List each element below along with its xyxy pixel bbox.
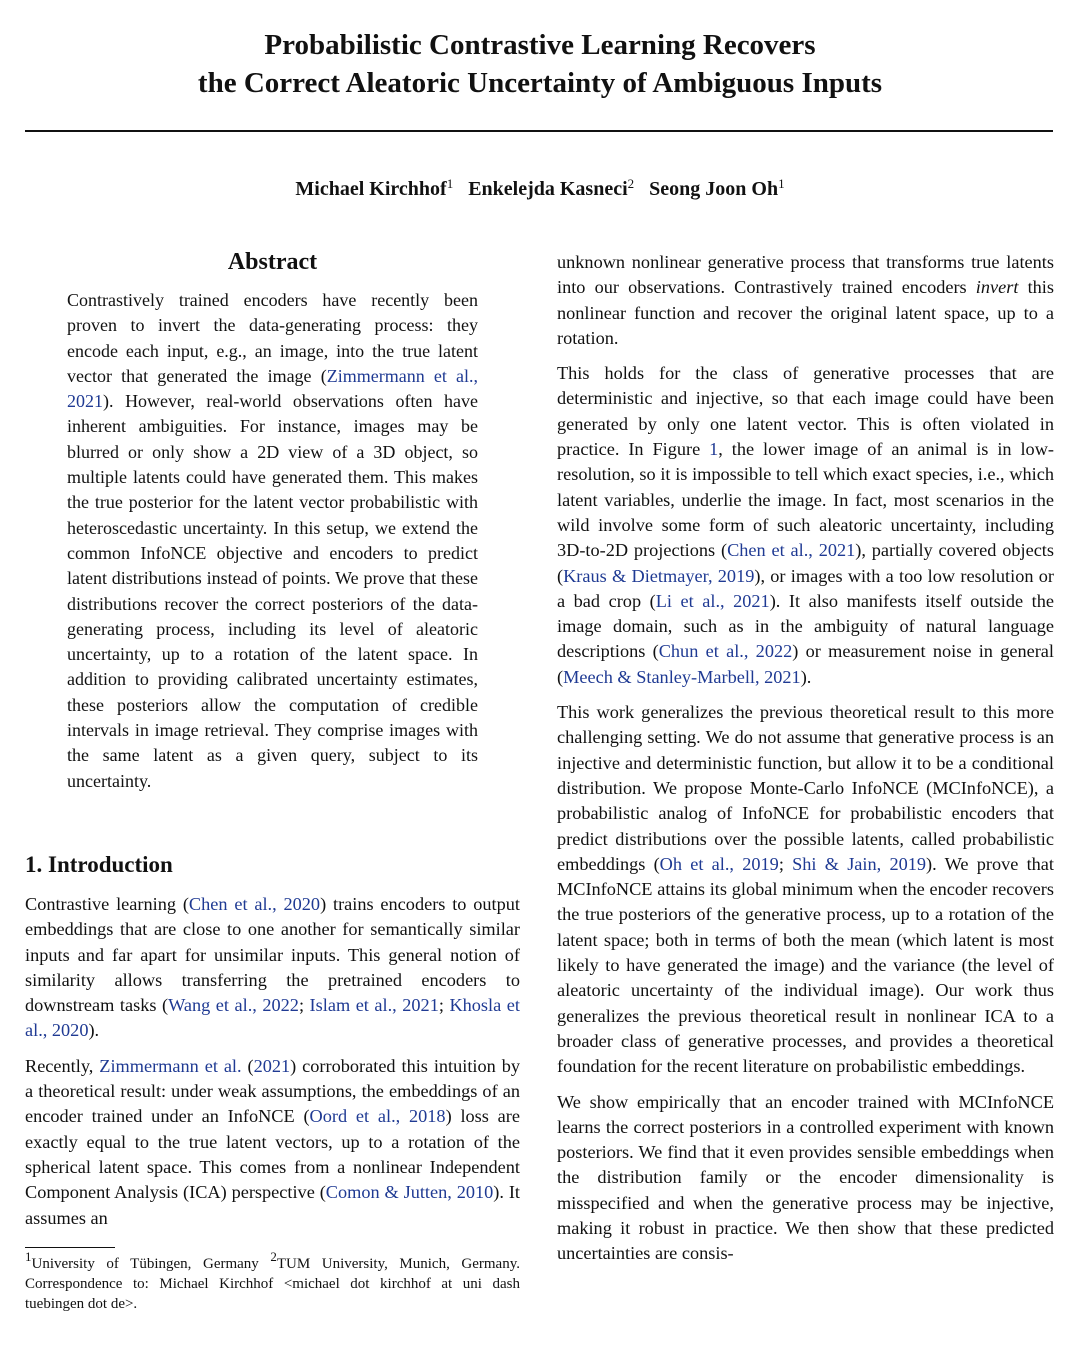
text-run: ). We prove that MCInfoNCE attains its global minimum when the encoder recovers the true posteriors of the generative process, up to a rotation of the latent space; both in terms of both the mean (which latent is most likely to have generated the image) and the variance (the level of aleatoric uncertainty of the individual image). Our work thus generalizes the previous theoretical result in nonlinear ICA to a broader class of generative processes, and provides a theoretical foundation for the recent literature on probabilistic embeddings. bbox=[557, 853, 1054, 1077]
author-3 bbox=[649, 178, 784, 200]
text-run: ). bbox=[800, 666, 812, 687]
footnote-divider bbox=[25, 1247, 115, 1248]
text-run: ). It assumes an bbox=[25, 1182, 520, 1228]
citation-link[interactable]: Oh et al., 2019 bbox=[659, 853, 779, 874]
title-line-1: Probabilistic Contrastive Learning Recovers bbox=[264, 29, 816, 61]
intro-paragraph-2 bbox=[25, 1054, 520, 1231]
text-run: ), partially covered objects ( bbox=[557, 540, 1055, 586]
author-name: Enkelejda Kasneci bbox=[468, 178, 628, 200]
text-run: TUM University, Munich, Germany. Correspondence to: Michael Kirchhof <michael dot kirchhof at uni dash tuebingen dot de>. bbox=[25, 1255, 520, 1312]
citation-link[interactable]: Meech & Stanley-Marbell, 2021 bbox=[563, 666, 801, 687]
intro-paragraph-6: We show empirically that an encoder trained with MCInfoNCE learns the correct posteriors in a controlled experiment with known posteriors. We find that it even provides sensible embeddings when the distribution family or the encoder dimensionality is misspecified and when the generative process may be injective, making it robust in practice. We then show that these predicted uncertainties are consis- bbox=[557, 1091, 1054, 1264]
intro-paragraph-5 bbox=[557, 700, 1054, 1079]
author-list bbox=[0, 176, 1080, 202]
text-run: ; bbox=[438, 995, 450, 1016]
text-run: This holds for the class of generative processes that are deterministic and injective, so that each image could have been generated by only one latent vector. This is often violated in practice. In Figure bbox=[557, 363, 1054, 460]
text-run: ). bbox=[88, 1020, 100, 1041]
text-run: ; bbox=[298, 995, 310, 1016]
paper-title bbox=[0, 26, 1080, 102]
citation-link[interactable]: Kraus & Dietmayer, 2019 bbox=[563, 565, 755, 586]
author-2 bbox=[468, 178, 634, 200]
title-line-2: the Correct Aleatoric Uncertainty of Ambiguous Inputs bbox=[197, 67, 883, 99]
citation-link[interactable]: Li et al., 2021 bbox=[655, 590, 770, 611]
author-affiliation: 2 bbox=[627, 176, 635, 191]
footnote-marker: 2 bbox=[270, 1248, 277, 1264]
citation-link[interactable]: Khosla et al., 2020 bbox=[25, 995, 520, 1041]
text-run: ). However, real-world observations often have inherent ambiguities. For instance, images may be blurred or only show a 2D view of a 3D object, so multiple latents could have generated them. This makes the true posterior for the latent vector probabilistic with heteroscedastic uncertainty. In this setup, we extend the common InfoNCE objective and encoders to predict latent distributions instead of points. We prove that these distributions recover the correct posteriors of the data-generating process, including its level of aleatoric uncertainty, up to a rotation of the latent space. In addition to providing calibrated uncertainty estimates, these posteriors allow the computation of credible intervals in image retrieval. They comprise images with the same latent as a given query, subject to its uncertainty. bbox=[67, 391, 478, 791]
text-run: University of Tübingen, Germany bbox=[31, 1255, 271, 1272]
citation-link[interactable]: 2021 bbox=[253, 1055, 291, 1076]
author-affiliation: 1 bbox=[446, 176, 454, 191]
text-run: ( bbox=[241, 1055, 254, 1076]
citation-link[interactable]: Chen et al., 2020 bbox=[188, 893, 321, 914]
author-1 bbox=[295, 178, 453, 200]
abstract-text bbox=[67, 288, 478, 794]
text-run: Recently, bbox=[25, 1055, 100, 1076]
text-run: this nonlinear function and recover the original latent space, up to a rotation. bbox=[557, 277, 1054, 348]
citation-link[interactable]: Comon & Jutten, 2010 bbox=[325, 1182, 494, 1203]
author-name: Seong Joon Oh bbox=[649, 178, 779, 200]
text-run: ) or measurement noise in general ( bbox=[557, 641, 1054, 687]
author-name: Michael Kirchhof bbox=[295, 178, 447, 200]
intro-paragraph-3 bbox=[557, 250, 1054, 351]
citation-link[interactable]: Zimmermann et al. bbox=[99, 1055, 242, 1076]
text-run: ; bbox=[778, 853, 793, 874]
footnote-marker: 1 bbox=[25, 1248, 32, 1264]
left-column bbox=[25, 246, 520, 1314]
text-run: Contrastively trained encoders have recently been proven to invert the data-generating process: they encode each input, e.g., an image, into the true latent vector that generated the image ( bbox=[67, 290, 478, 386]
title-divider bbox=[25, 130, 1053, 132]
figure-reference-link[interactable]: 1 bbox=[709, 439, 719, 460]
text-run: This work generalizes the previous theoretical result to this more challenging setting. We do not assume that generative process is an injective and deterministic function, but allow it to be a conditional distribution. We propose Monte-Carlo InfoNCE (MCInfoNCE), a probabilistic analog of InfoNCE for probabilistic encoders that predict distributions over the possible latents, called probabilistic embeddings ( bbox=[557, 702, 1054, 874]
text-run: ), or images with a too low resolution or a bad crop ( bbox=[557, 565, 1054, 611]
text-run: unknown nonlinear generative process that transforms true latents into our observations. Contrastively trained encoders bbox=[557, 252, 1054, 298]
abstract-heading: Abstract bbox=[227, 249, 318, 275]
author-affiliation: 1 bbox=[778, 176, 785, 191]
intro-paragraph-1 bbox=[25, 892, 520, 1044]
text-run: Contrastive learning ( bbox=[25, 893, 189, 914]
citation-link[interactable]: Oord et al., 2018 bbox=[309, 1106, 446, 1127]
section-heading: 1. Introduction bbox=[25, 851, 173, 877]
citation-link[interactable]: Chun et al., 2022 bbox=[658, 641, 793, 662]
citation-link[interactable]: Zimmermann et al., 2021 bbox=[67, 365, 479, 412]
text-run: ) corroborated this intuition by a theoretical result: under weak assumptions, the embeddings of an encoder trained under an InfoNCE ( bbox=[25, 1055, 520, 1127]
text-run: , the lower image of an animal is in low-resolution, so it is impossible to tell which exact species, i.e., which latent variables, underlie the image. In fact, most scenarios in the wild involve some form of such aleatoric uncertainty, including 3D-to-2D projections ( bbox=[557, 439, 1054, 561]
emphasis: invert bbox=[975, 277, 1019, 298]
citation-link[interactable]: Chen et al., 2021 bbox=[727, 540, 856, 561]
citation-link[interactable]: Islam et al., 2021 bbox=[309, 995, 439, 1016]
affiliation-footnote bbox=[25, 1248, 520, 1314]
text-run: ) trains encoders to output embeddings that are close to one another for semantically similar inputs and far apart for unsimilar inputs. This general notion of similarity allows transferring the pretrained encoders to downstream tasks ( bbox=[25, 893, 520, 1016]
intro-paragraph-4 bbox=[557, 361, 1054, 690]
citation-link[interactable]: Wang et al., 2022 bbox=[168, 995, 299, 1016]
right-column bbox=[557, 250, 1054, 1277]
text-run: ). It also manifests itself outside the image domain, such as in the ambiguity of natural language descriptions ( bbox=[557, 590, 1054, 662]
citation-link[interactable]: Shi & Jain, 2019 bbox=[792, 853, 927, 874]
text-run: ) loss are exactly equal to the true latent vectors, up to a rotation of the spherical latent space. This comes from a nonlinear Independent Component Analysis (ICA) perspective ( bbox=[25, 1106, 520, 1203]
